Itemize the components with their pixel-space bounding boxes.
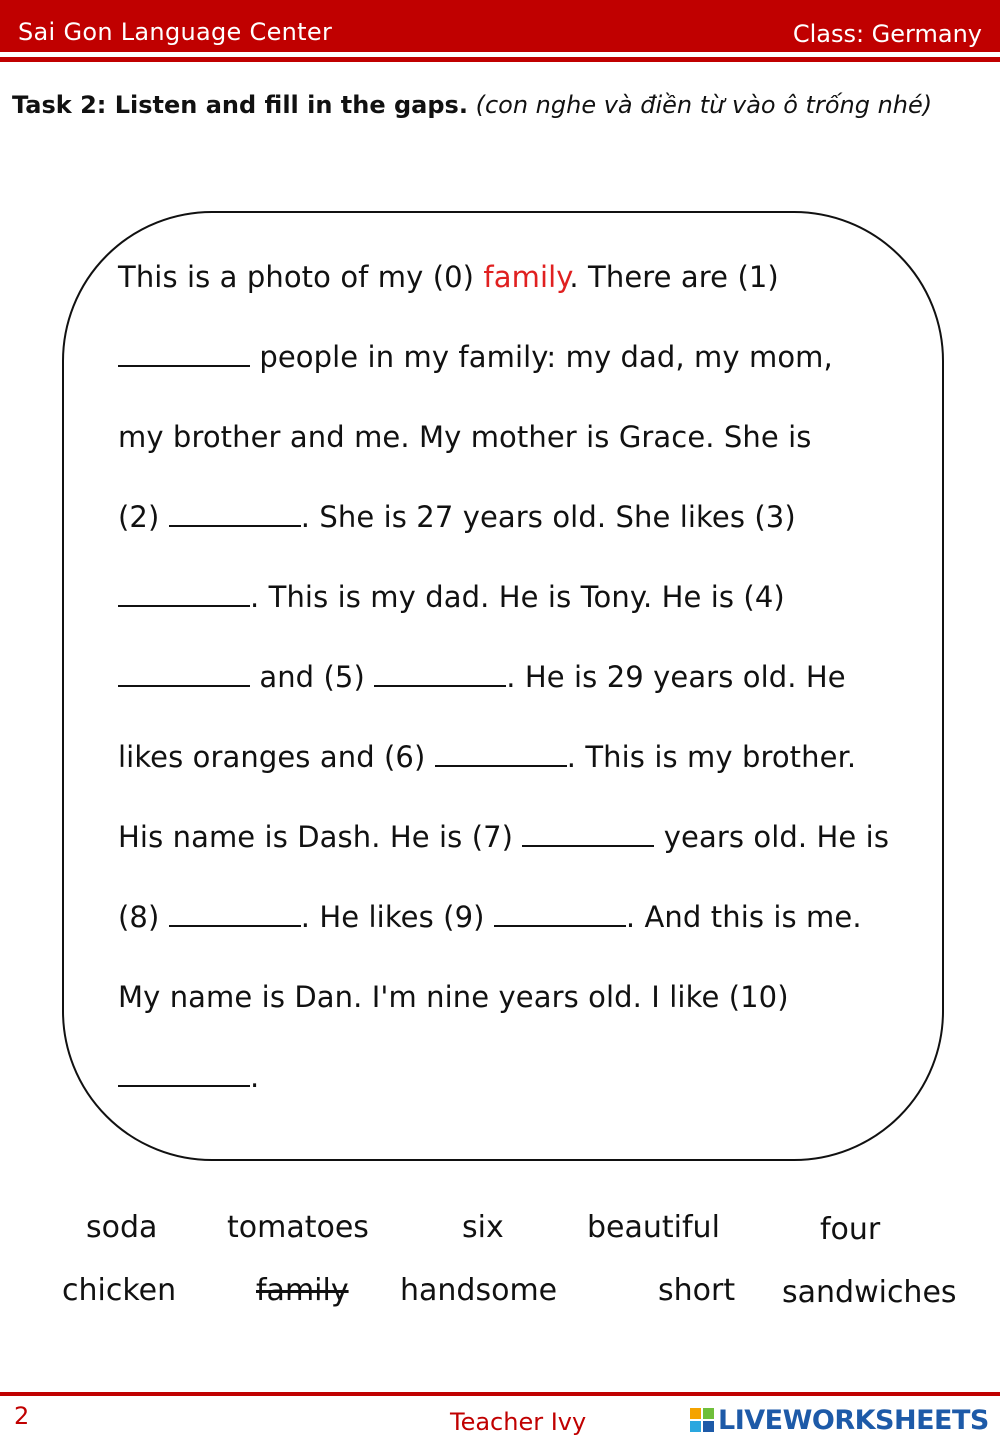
gap-2[interactable] — [169, 503, 301, 527]
task-instruction-vi: (con nghe và điền từ vào ô trống nhé) — [475, 91, 933, 119]
word-bank-item[interactable]: soda — [86, 1210, 158, 1245]
class-label: Class: Germany — [792, 20, 982, 48]
story-line-10: My name is Dan. I'm nine years old. I like (10) — [118, 980, 789, 1014]
story-line-1: This is a photo of my (0) family. There are (1) — [118, 260, 779, 294]
gap-5[interactable] — [374, 663, 506, 687]
task-title: Task 2: Listen and fill in the gaps. — [12, 91, 468, 119]
story-line-3: my brother and me. My mother is Grace. She is — [118, 420, 812, 454]
gap-3[interactable] — [118, 583, 250, 607]
story-line-4: (2) . She is 27 years old. She likes (3) — [118, 500, 796, 534]
header-divider — [0, 57, 1000, 62]
page-number: 2 — [14, 1402, 30, 1430]
word-bank-item[interactable]: sandwiches — [782, 1275, 957, 1310]
gap-7[interactable] — [522, 823, 654, 847]
gap-9[interactable] — [494, 903, 626, 927]
word-bank-item[interactable]: beautiful — [587, 1210, 720, 1245]
gap-1[interactable] — [118, 343, 250, 367]
liveworksheets-logo[interactable] — [690, 1403, 989, 1437]
word-bank-item[interactable]: handsome — [400, 1273, 558, 1308]
gap-6[interactable] — [435, 743, 567, 767]
task-instruction — [12, 88, 972, 123]
story-line-6: and (5) . He is 29 years old. He — [118, 660, 846, 694]
gap-4[interactable] — [118, 663, 250, 687]
story-line-2: people in my family: my dad, my mom, — [118, 340, 833, 374]
logo-text: LIVEWORKSHEETS — [718, 1404, 989, 1436]
story-line-8: His name is Dash. He is (7) years old. He is — [118, 820, 890, 854]
word-bank-item-used[interactable]: family — [256, 1273, 349, 1308]
word-bank-item[interactable]: tomatoes — [227, 1210, 369, 1245]
word-bank-item[interactable]: short — [658, 1273, 736, 1308]
gap-10[interactable] — [118, 1063, 250, 1087]
gap-8[interactable] — [169, 903, 301, 927]
word-bank-item[interactable]: chicken — [62, 1273, 177, 1308]
story-line-7: likes oranges and (6) . This is my brother. — [118, 740, 857, 774]
center-name: Sai Gon Language Center — [18, 18, 333, 46]
story-line-5: . This is my dad. He is Tony. He is (4) — [118, 580, 785, 614]
example-answer: family — [483, 260, 570, 294]
liveworksheets-logo-icon — [690, 1408, 714, 1432]
word-bank-item[interactable]: four — [820, 1212, 881, 1247]
story-line-11: . — [118, 1060, 259, 1094]
teacher-name: Teacher Ivy — [450, 1408, 587, 1436]
footer-divider — [0, 1392, 1000, 1396]
story-line-9: (8) . He likes (9) . And this is me. — [118, 900, 862, 934]
word-bank-item[interactable]: six — [462, 1210, 504, 1245]
